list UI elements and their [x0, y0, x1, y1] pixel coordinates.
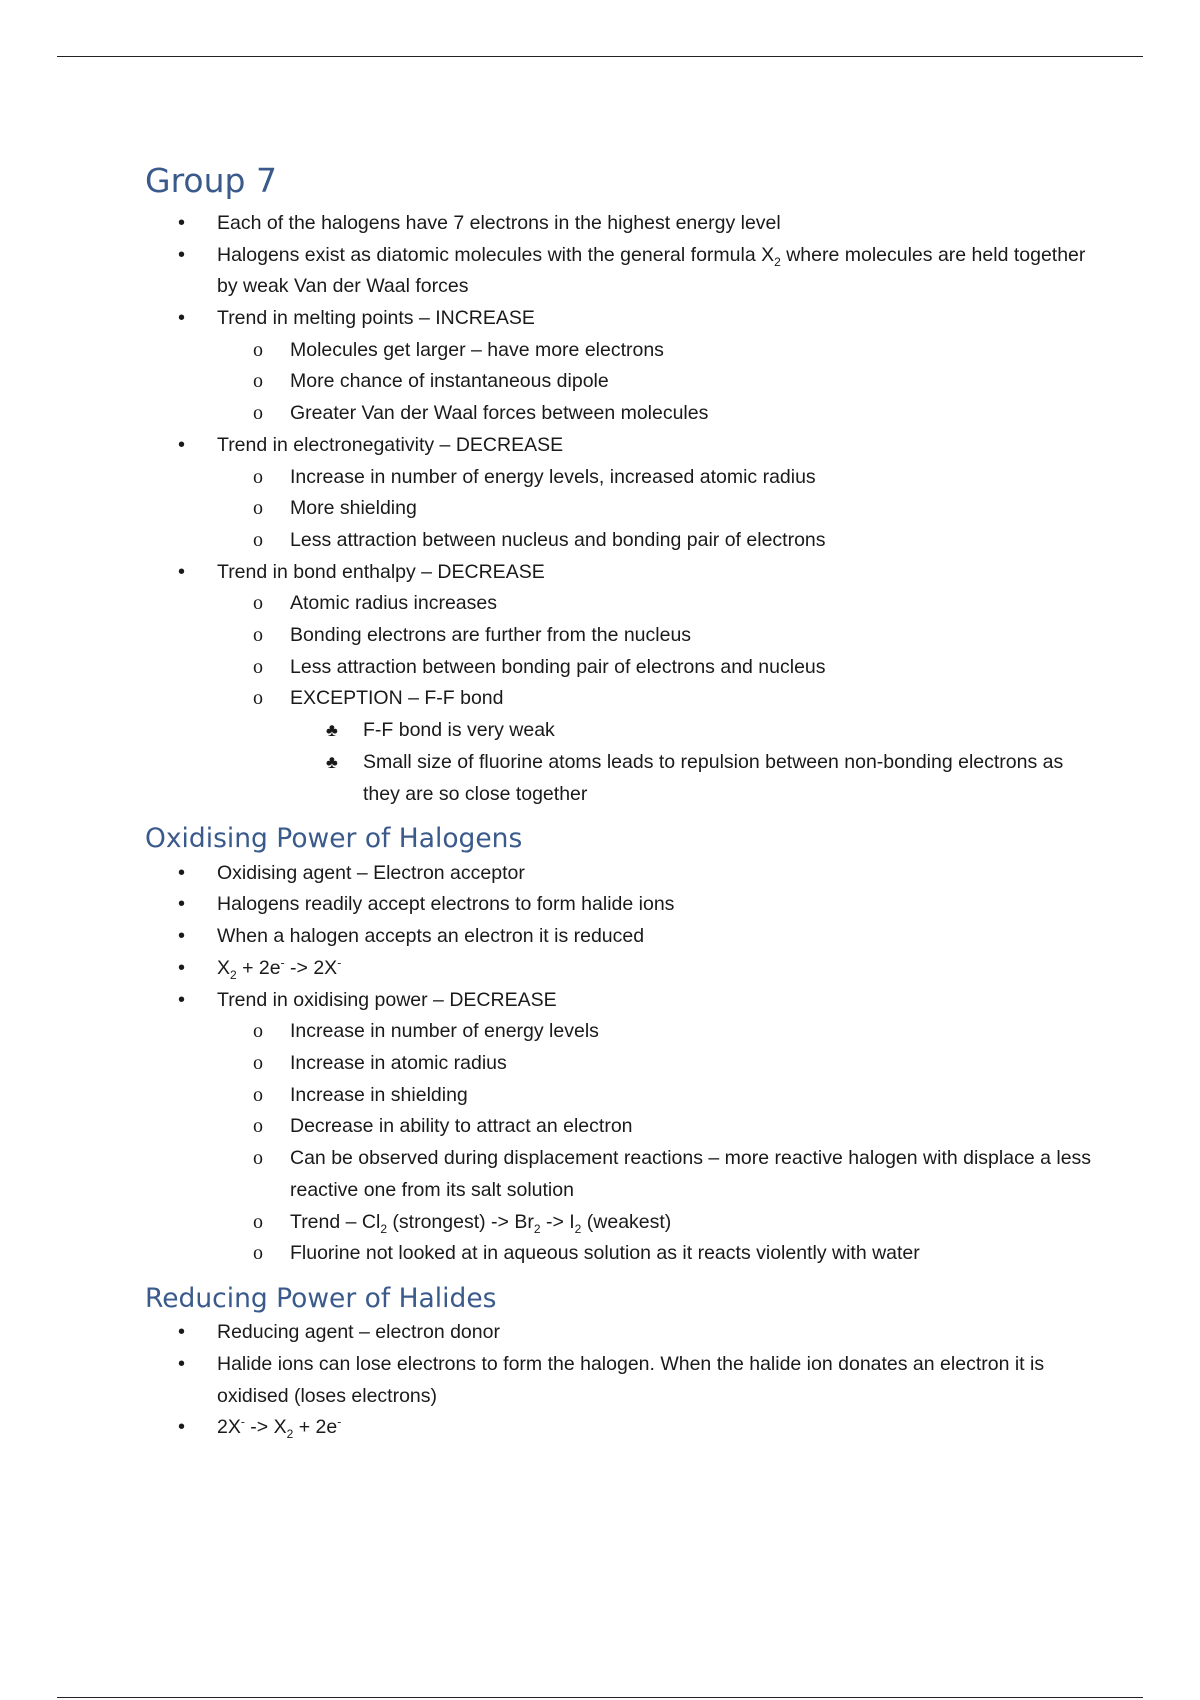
oxidising-power-list — [145, 858, 1095, 1270]
bullet-item: • $2X^- -> X_2 + 2e^-$ — [145, 1412, 1095, 1444]
heading-reducing-power: Reducing Power of Halides — [145, 1282, 497, 1314]
bullet-item: • Halogens exist as diatomic molecules with the general formula $X_2$ where molecules are held together by weak Van der Waal forces — [145, 240, 1095, 303]
sub-bullet-item: o Molecules get larger – have more electrons — [145, 335, 1095, 367]
sub-bullet-item: o Trend – $Cl_2$ (strongest) -> $Br_2 -> I_2$ (weakest) — [145, 1207, 1095, 1239]
sub-bullet-item: o Increase in number of energy levels — [145, 1016, 1095, 1048]
sub-bullet-item: o Decrease in ability to attract an electron — [145, 1111, 1095, 1143]
document-body — [145, 162, 1095, 1444]
sub-bullet-item: o Fluorine not looked at in aqueous solution as it reacts violently with water — [145, 1238, 1095, 1270]
sub-bullet-item: o Less attraction between bonding pair of electrons and nucleus — [145, 652, 1095, 684]
sub-bullet-item: o Less attraction between nucleus and bonding pair of electrons — [145, 525, 1095, 557]
bullet-item: • Trend in electronegativity – DECREASE — [145, 430, 1095, 462]
reducing-power-list — [145, 1317, 1095, 1444]
bullet-item: • $X_2 + 2e^- -> 2X^-$ — [145, 953, 1095, 985]
bullet-item: • Reducing agent – electron donor — [145, 1317, 1095, 1349]
bullet-item: • Trend in oxidising power – DECREASE — [145, 985, 1095, 1017]
sub-sub-bullet-item: ♣ Small size of fluorine atoms leads to repulsion between non-bonding electrons as they are so close together — [145, 747, 1095, 810]
footer-rule — [57, 1697, 1143, 1698]
bullet-item: • Each of the halogens have 7 electrons in the highest energy level — [145, 208, 1095, 240]
sub-bullet-item: o Atomic radius increases — [145, 588, 1095, 620]
sub-sub-bullet-item: ♣ F-F bond is very weak — [145, 715, 1095, 747]
header-rule — [57, 56, 1143, 57]
sub-bullet-item: o Increase in shielding — [145, 1080, 1095, 1112]
sub-bullet-item: o Bonding electrons are further from the nucleus — [145, 620, 1095, 652]
bullet-item: • When a halogen accepts an electron it is reduced — [145, 921, 1095, 953]
sub-bullet-item: o Increase in atomic radius — [145, 1048, 1095, 1080]
heading-group-7: Group 7 — [145, 161, 277, 200]
sub-bullet-item: o More chance of instantaneous dipole — [145, 366, 1095, 398]
sub-bullet-item: o Increase in number of energy levels, increased atomic radius — [145, 462, 1095, 494]
group-7-list — [145, 208, 1095, 810]
sub-bullet-item: o Can be observed during displacement reactions – more reactive halogen with displace a less reactive one from its salt solution — [145, 1143, 1095, 1206]
bullet-item: • Trend in melting points – INCREASE — [145, 303, 1095, 335]
sub-bullet-item: o EXCEPTION – F-F bond — [145, 683, 1095, 715]
bullet-item: • Halide ions can lose electrons to form the halogen. When the halide ion donates an electron it is oxidised (loses electrons) — [145, 1349, 1095, 1412]
sub-bullet-item: o Greater Van der Waal forces between molecules — [145, 398, 1095, 430]
heading-oxidising-power: Oxidising Power of Halogens — [145, 823, 523, 855]
bullet-item: • Halogens readily accept electrons to form halide ions — [145, 889, 1095, 921]
bullet-item: • Oxidising agent – Electron acceptor — [145, 858, 1095, 890]
sub-bullet-item: o More shielding — [145, 493, 1095, 525]
bullet-item: • Trend in bond enthalpy – DECREASE — [145, 557, 1095, 589]
